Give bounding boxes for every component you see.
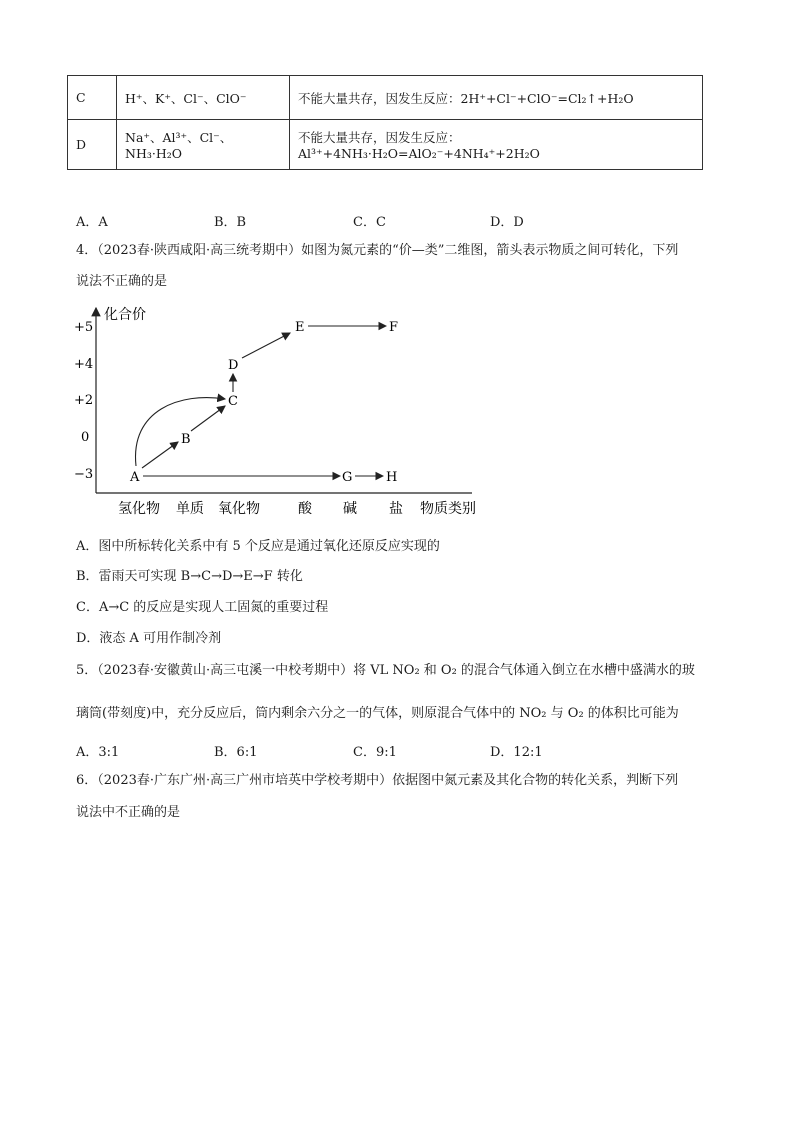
node-f: F — [389, 320, 399, 335]
option-a[interactable]: A．A — [76, 215, 108, 230]
option-b[interactable]: B．B — [214, 215, 247, 230]
y-tick-label: −3 — [74, 467, 94, 482]
option-a[interactable]: A．3:1 — [76, 745, 120, 760]
y-tick-label: +4 — [74, 357, 94, 372]
option-d[interactable]: D．D — [490, 215, 524, 230]
y-axis-label: 化合价 — [104, 307, 146, 323]
q6-stem-line1: 6．（2023春·广东广州·高三广州市培英中学校考期中）依据图中氮元素及其化合物的转化关系，判断下列 — [76, 773, 679, 788]
y-tick-label: +5 — [74, 320, 94, 335]
x-category-label: 盐 — [389, 501, 403, 517]
y-tick-label: +2 — [74, 393, 94, 408]
q4-stem-line1: 4．（2023春·陕西咸阳·高三统考期中）如图为氮元素的“价—类”二维图，箭头表示物质之间可转化，下列 — [76, 243, 679, 258]
x-category-label: 氢化物 — [118, 501, 160, 517]
q4-choice-b[interactable]: B．雷雨天可实现 B→C→D→E→F 转化 — [76, 569, 303, 584]
q5-stem-line2: 璃筒(带刻度)中，充分反应后，筒内剩余六分之一的气体，则原混合气体中的 NO₂ 与 O₂ 的体积比可能为 — [76, 706, 679, 721]
node-h: H — [386, 470, 398, 485]
node-a: A — [130, 470, 140, 485]
q4-stem-line2: 说法不正确的是 — [76, 274, 168, 289]
x-category-label: 氧化物 — [218, 501, 260, 517]
x-category-label: 物质类别 — [420, 501, 476, 517]
q5-stem-line1: 5．（2023春·安徽黄山·高三屯溪一中校考期中）将 VL NO₂ 和 O₂ 的混合气体通入倒立在水槽中盛满水的玻 — [76, 663, 695, 678]
arrow-b-to-c — [191, 406, 225, 431]
node-g: G — [342, 470, 353, 485]
row-label: D — [68, 120, 117, 170]
option-d[interactable]: D．12:1 — [490, 745, 543, 760]
arrow-d-to-e — [242, 333, 290, 358]
judgement-text: 不能大量共存，因发生反应：2H⁺+Cl⁻+ClO⁻=Cl₂↑+H₂O — [290, 76, 703, 120]
q4-choice-a[interactable]: A．图中所标转化关系中有 5 个反应是通过氧化还原反应实现的 — [76, 539, 440, 554]
x-category-label: 碱 — [343, 501, 357, 517]
option-c[interactable]: C．C — [353, 215, 386, 230]
x-category-label: 酸 — [298, 501, 312, 517]
ion-coexistence-table — [67, 75, 703, 170]
node-b: B — [181, 432, 191, 447]
node-d: D — [228, 358, 239, 373]
arrow-a-to-b — [142, 442, 178, 468]
node-c: C — [228, 394, 238, 409]
table-row — [68, 76, 703, 120]
q6-stem-line2: 说法中不正确的是 — [76, 805, 181, 820]
judgement-text: 不能大量共存，因发生反应：Al³⁺+4NH₃·H₂O=AlO₂⁻+4NH₄⁺+2H₂O — [290, 120, 703, 170]
option-c[interactable]: C．9:1 — [353, 745, 397, 760]
q4-choice-d[interactable]: D．液态 A 可用作制冷剂 — [76, 631, 222, 646]
node-e: E — [295, 320, 305, 335]
table-row — [68, 120, 703, 170]
option-b[interactable]: B．6:1 — [214, 745, 258, 760]
row-label: C — [68, 76, 117, 120]
x-category-label: 单质 — [176, 501, 204, 517]
y-tick-label: 0 — [81, 430, 90, 445]
nitrogen-valence-class-diagram — [70, 300, 500, 525]
ion-list: H⁺、K⁺、Cl⁻、ClO⁻ — [117, 76, 290, 120]
q4-choice-c[interactable]: C．A→C 的反应是实现人工固氮的重要过程 — [76, 600, 329, 615]
ion-list: Na⁺、Al³⁺、Cl⁻、NH₃·H₂O — [117, 120, 290, 170]
